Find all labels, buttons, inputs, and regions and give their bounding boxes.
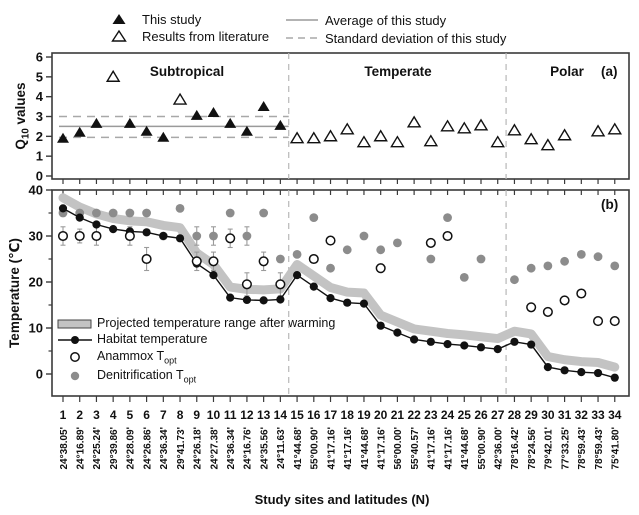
svg-text:24°11.63': 24°11.63': [276, 427, 288, 469]
svg-text:16: 16: [307, 408, 321, 422]
svg-text:4: 4: [35, 89, 43, 105]
svg-text:41°44.68': 41°44.68': [292, 427, 304, 470]
svg-text:42°36.00': 42°36.00': [493, 427, 505, 470]
svg-text:23: 23: [424, 408, 438, 422]
svg-text:24°25.24': 24°25.24': [92, 427, 104, 470]
svg-text:41°17.16': 41°17.16': [376, 427, 388, 470]
svg-text:78°59.43': 78°59.43': [593, 427, 605, 470]
dot-line-icon: [55, 332, 95, 348]
svg-text:1: 1: [59, 408, 67, 422]
region-label-temperate: Temperate: [364, 64, 432, 79]
legend-label: This study: [142, 11, 202, 27]
svg-text:10: 10: [28, 320, 43, 336]
x-axis-title: Study sites and latitudes (N): [254, 492, 430, 507]
svg-text:4: 4: [109, 408, 117, 422]
svg-text:55°00.90': 55°00.90': [476, 427, 488, 470]
svg-text:77°33.25': 77°33.25': [560, 427, 572, 470]
svg-text:2: 2: [35, 128, 43, 144]
panel-b-y-axis-title: Temperature (℃): [7, 238, 22, 348]
legend-item-literature: [100, 27, 269, 45]
open-triangle-icon: [100, 28, 138, 44]
region-label-polar: Polar: [550, 64, 584, 79]
legend-item-habitat-temperature: Habitat temperature: [55, 332, 207, 348]
svg-text:27: 27: [491, 408, 505, 422]
svg-text:24°27.38': 24°27.38': [209, 427, 221, 470]
svg-text:41°17.16': 41°17.16': [443, 427, 455, 470]
svg-text:20: 20: [374, 408, 388, 422]
svg-text:11: 11: [223, 408, 237, 422]
svg-text:41°44.68': 41°44.68': [359, 427, 371, 470]
svg-text:24°38.05': 24°38.05': [58, 427, 70, 470]
svg-text:24°26.18': 24°26.18': [192, 427, 204, 470]
svg-text:20: 20: [28, 274, 43, 290]
svg-text:1: 1: [35, 148, 43, 164]
svg-text:75°41.80': 75°41.80': [610, 427, 622, 470]
svg-text:55°40.57': 55°40.57': [409, 427, 421, 470]
filled-triangle-icon: [100, 11, 138, 27]
svg-text:0: 0: [35, 366, 43, 382]
svg-text:15: 15: [290, 408, 304, 422]
svg-text:13: 13: [256, 408, 271, 422]
svg-text:78°16.42': 78°16.42': [510, 427, 522, 470]
svg-text:41°17.16': 41°17.16': [343, 427, 355, 470]
legend-item-denitrification-topt: Denitrification $T_{opt}$: [55, 368, 196, 384]
svg-text:24°36.34': 24°36.34': [159, 427, 171, 470]
legend-item-anammox-topt: Anammox $T_{opt}$: [55, 349, 177, 365]
svg-text:24°35.56': 24°35.56': [259, 427, 271, 470]
svg-text:22: 22: [407, 408, 421, 422]
svg-text:8: 8: [176, 408, 184, 422]
svg-text:29°39.86': 29°39.86': [108, 427, 120, 470]
svg-text:24°28.09': 24°28.09': [125, 427, 137, 470]
svg-text:7: 7: [159, 408, 167, 422]
svg-text:18: 18: [340, 408, 354, 422]
svg-text:55°00.90': 55°00.90': [309, 427, 321, 470]
svg-text:56°00.00': 56°00.00': [393, 427, 405, 470]
solid-line-icon: [283, 12, 321, 28]
svg-text:6: 6: [35, 49, 43, 65]
svg-text:32: 32: [574, 408, 588, 422]
svg-text:24°16.76': 24°16.76': [242, 427, 254, 470]
svg-text:30: 30: [28, 228, 43, 244]
svg-text:28: 28: [507, 408, 522, 422]
svg-text:24°36.34': 24°36.34': [226, 427, 237, 470]
legend-item-this-study: [100, 10, 201, 28]
svg-text:26: 26: [474, 408, 488, 422]
gray-circle-icon: [55, 368, 95, 384]
svg-text:78°59.43': 78°59.43': [577, 427, 589, 470]
svg-text:10: 10: [206, 408, 221, 422]
svg-text:5: 5: [126, 408, 134, 422]
svg-text:24°26.86': 24°26.86': [142, 427, 154, 470]
svg-text:19: 19: [357, 408, 371, 422]
svg-text:24°16.89': 24°16.89': [75, 427, 87, 470]
svg-text:33: 33: [591, 408, 605, 422]
svg-text:3: 3: [93, 408, 100, 422]
svg-text:14: 14: [273, 408, 288, 422]
svg-text:29°41.73': 29°41.73': [175, 427, 187, 470]
legend-label: Results from literature: [142, 28, 270, 44]
svg-text:30: 30: [541, 408, 555, 422]
region-label-subtropical: Subtropical: [149, 64, 225, 79]
svg-text:29: 29: [524, 408, 538, 422]
svg-text:0: 0: [35, 168, 43, 184]
svg-text:24: 24: [440, 408, 455, 422]
legend-item-projected-range: Projected temperature range after warming: [55, 316, 335, 332]
svg-text:2: 2: [76, 408, 84, 422]
legend-label: Standard deviation of this study: [325, 30, 507, 46]
svg-text:40: 40: [28, 182, 43, 198]
svg-text:41°44.68': 41°44.68': [460, 427, 472, 470]
panel-a-tag: (a): [601, 64, 618, 79]
svg-text:21: 21: [390, 408, 405, 422]
panel-a-y-axis-title: $Q_{10}$ values: [13, 82, 32, 150]
legend-item-stddev: [283, 29, 506, 47]
open-circle-icon: [55, 349, 95, 365]
svg-text:3: 3: [35, 109, 43, 125]
svg-text:9: 9: [193, 408, 201, 422]
dashed-line-icon: [283, 30, 321, 46]
band-swatch-icon: [55, 316, 95, 332]
svg-text:25: 25: [457, 408, 471, 422]
svg-text:31: 31: [557, 408, 572, 422]
panel-b-tag: (b): [601, 197, 619, 212]
svg-text:12: 12: [240, 408, 254, 422]
svg-text:41°17.16': 41°17.16': [426, 427, 438, 470]
svg-text:5: 5: [35, 69, 43, 85]
svg-text:78°24.56': 78°24.56': [526, 427, 538, 470]
svg-text:41°17.16': 41°17.16': [326, 427, 338, 470]
svg-text:6: 6: [143, 408, 150, 422]
legend-label: Average of this study: [325, 12, 447, 28]
svg-text:79°42.01': 79°42.01': [543, 427, 555, 470]
svg-text:17: 17: [323, 408, 338, 422]
legend-item-average: [283, 11, 446, 29]
svg-text:34: 34: [608, 408, 622, 422]
